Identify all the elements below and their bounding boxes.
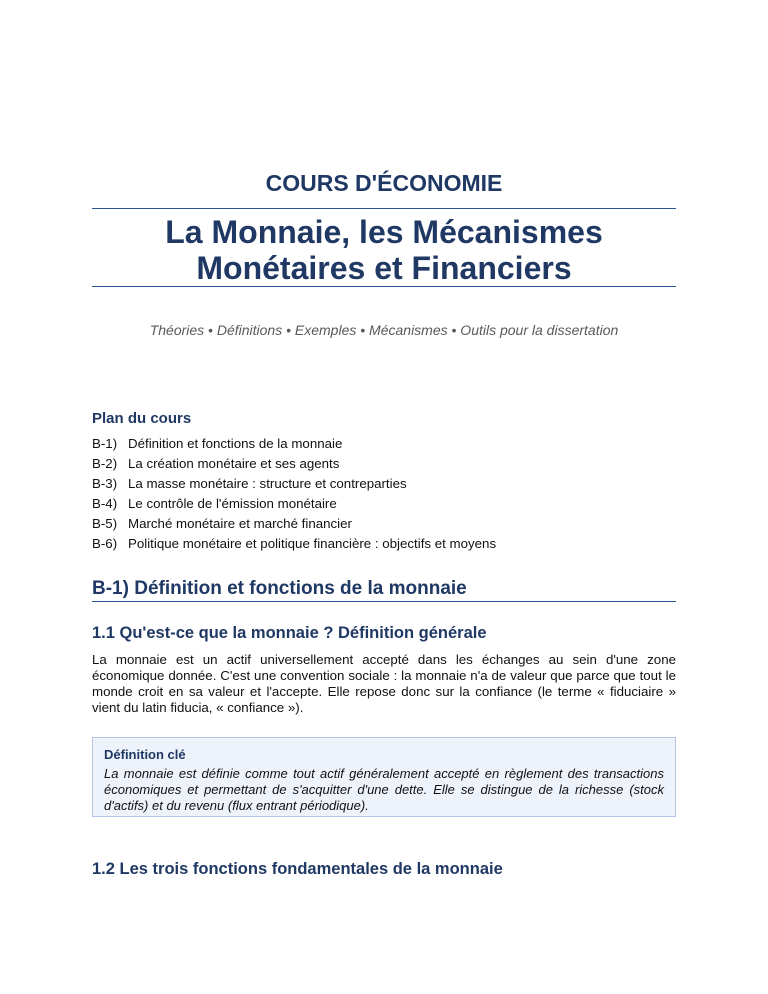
title-rule-top: [92, 208, 676, 209]
plan-item-label: Le contrôle de l'émission monétaire: [128, 496, 337, 511]
plan-item-label: Politique monétaire et politique financière : objectifs et moyens: [128, 536, 497, 551]
callout-text: La monnaie est définie comme tout actif généralement accepté en règlement des transactions économiques et permettant de s'acquitter d'une dette. Elle se distingue de la richesse (stock d'actifs) et du revenu (flux entrant périodique).: [104, 766, 664, 813]
plan-item-label: Marché monétaire et marché financier: [128, 516, 352, 531]
definition-paragraph: La monnaie est un actif universellement accepté dans les échanges au sein d'une zone économique donnée. C'est une convention sociale : la monnaie n'a de valeur que parce que tout le monde croit en sa valeur et l'accepte. Elle repose donc sur la confiance (le terme « fiduciaire » vient du latin fiducia, « confiance »).: [92, 652, 676, 715]
plan-item: [92, 534, 496, 554]
plan-item: [92, 474, 496, 494]
title-rule-bottom: [92, 286, 676, 287]
plan-item-number: B-3): [92, 476, 118, 491]
plan-item-number: B-4): [92, 496, 118, 511]
section-rule: [92, 601, 676, 602]
plan-item-label: Définition et fonctions de la monnaie: [128, 436, 343, 451]
plan-list: [92, 434, 496, 554]
plan-item-label: La création monétaire et ses agents: [128, 456, 340, 471]
callout-title: Définition clé: [104, 747, 186, 762]
plan-item: [92, 434, 496, 454]
plan-item-number: B-6): [92, 536, 118, 551]
plan-item-number: B-2): [92, 456, 118, 471]
subsection-heading-1-2: 1.2 Les trois fonctions fondamentales de la monnaie: [92, 860, 503, 878]
key-definition-callout: [92, 737, 676, 817]
document-subtitle: Théories • Définitions • Exemples • Mécanismes • Outils pour la dissertation: [149, 322, 619, 338]
plan-item-number: B-1): [92, 436, 118, 451]
plan-item: [92, 454, 496, 474]
plan-title: Plan du cours: [92, 410, 192, 427]
subsection-heading-1-1: 1.1 Qu'est-ce que la monnaie ? Définition générale: [92, 624, 487, 642]
document-title: [92, 214, 676, 286]
plan-item: [92, 494, 496, 514]
title-line-2: Monétaires et Financiers: [196, 250, 572, 286]
plan-item-label: La masse monétaire : structure et contreparties: [128, 476, 407, 491]
section-heading: B-1) Définition et fonctions de la monnaie: [92, 578, 467, 599]
plan-item-number: B-5): [92, 516, 118, 531]
course-kicker: COURS D'ÉCONOMIE: [265, 170, 503, 196]
plan-item: [92, 514, 496, 534]
title-line-1: La Monnaie, les Mécanismes: [165, 214, 603, 250]
